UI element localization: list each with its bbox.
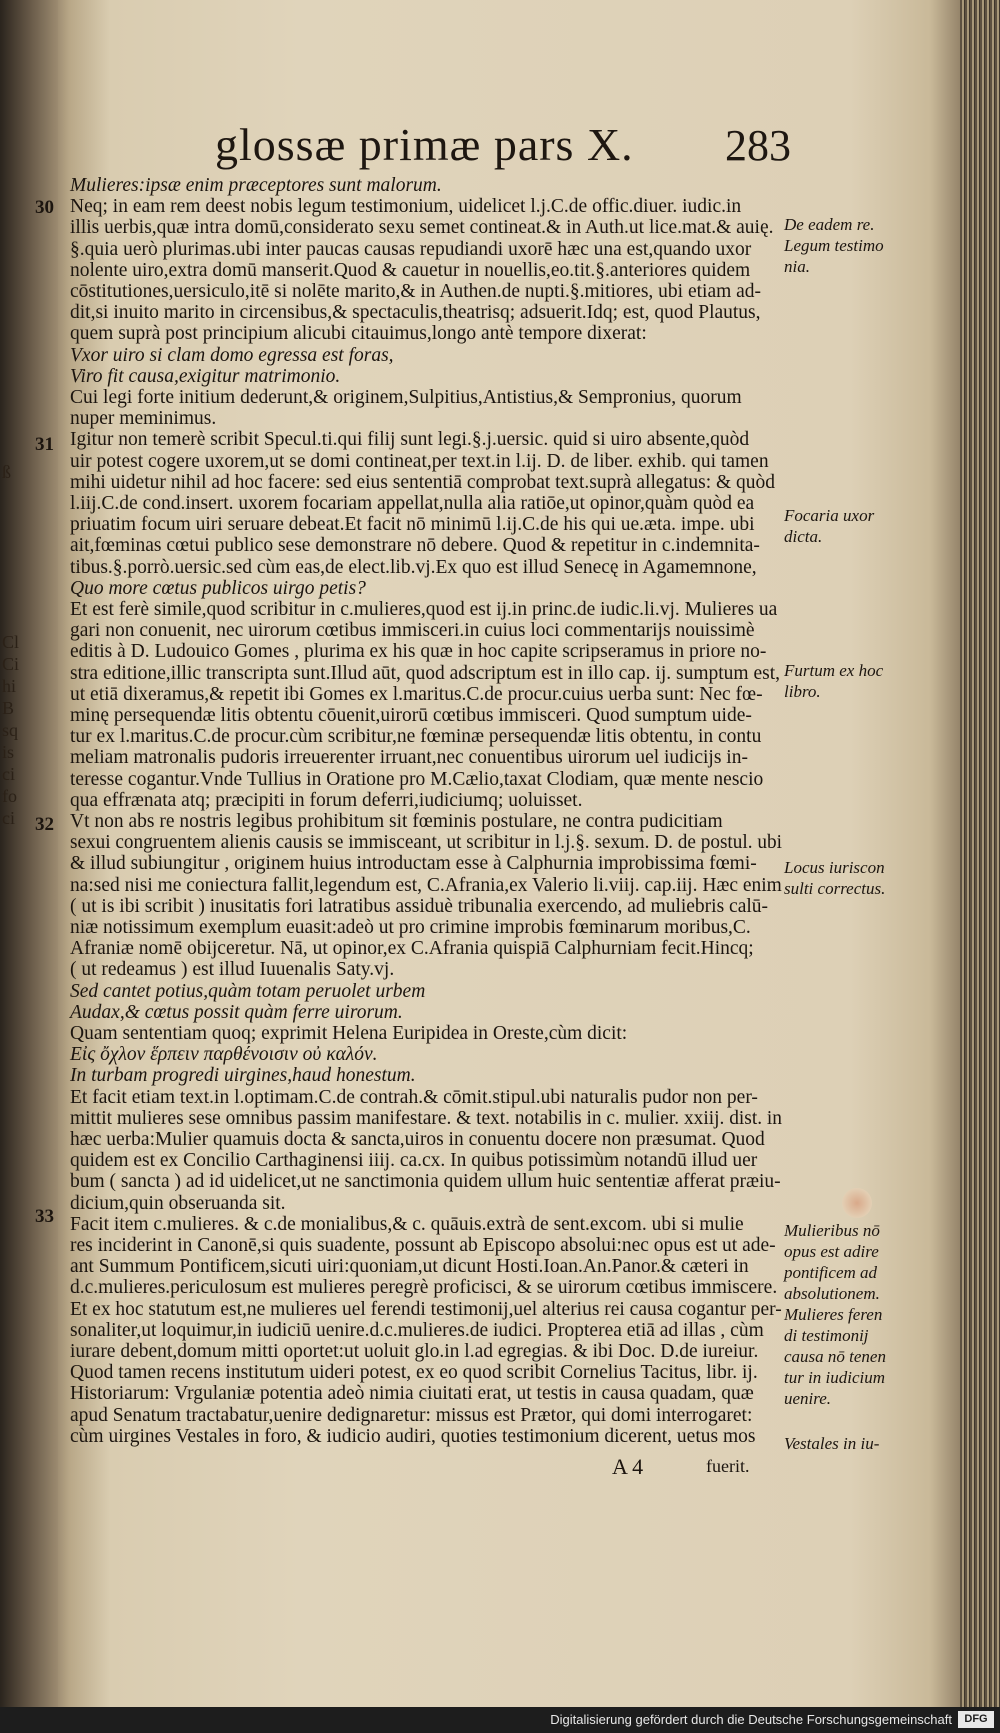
text-line: In turbam progredi uirgines,haud honestum. <box>70 1065 416 1087</box>
marginal-note-line: Mulieres feren <box>784 1305 883 1324</box>
text-line: l.iij.C.de cond.insert. uxorem focariam appellat,nulla alia ratiōe,ut opinor,quàm quòd ea <box>70 493 755 514</box>
left-margin-fragment: sq <box>2 720 19 740</box>
text-line: Afraniæ nomē obijceretur. Nā, ut opinor,ex C.Afrania quispiā Calphurniam fecit.Hincq; <box>70 938 754 960</box>
left-margin-fragment: ci <box>2 808 15 828</box>
marginal-note <box>784 1220 904 1409</box>
text-line: iurare debent,domum mitti oportet:ut uoluit glo.in l.ad egregias. & ibi Doc. D.de iureiur. <box>70 1341 759 1362</box>
text-line: quem suprà post principium alicubi citauimus,longo antè tempore dixerat: <box>70 323 647 345</box>
text-line: Historiarum: Vrgulaniæ potentia adeò nimia ciuitati erat, ut testis in causa quadam, quæ <box>70 1383 754 1405</box>
text-line: cùm uirgines Vestales in foro, & iudicio audiri, quoties testimonium dicerent, uetus mos <box>70 1425 756 1447</box>
text-line: teresse cogantur.Vnde Tullius in Oratione pro M.Cælio,taxat Clodiam, quæ mente nescio <box>70 768 764 790</box>
catchword: fuerit. <box>706 1456 750 1476</box>
text-line: cōstitutiones,uersiculo,itē si nolēte marito,& in Authen.de nupti.§.mitiores, ubi etiam ad- <box>70 281 762 302</box>
facing-page-edge <box>0 0 58 1733</box>
left-margin-fragment: Ci <box>2 654 20 674</box>
digitization-footer <box>0 1707 1000 1733</box>
text-line: Vxor uiro si clam domo egressa est foras, <box>70 344 394 366</box>
text-line: uir potest cogere uxorem,ut se domi contineat,per text.in l.ij. D. de liber. exhib. qui tamen <box>70 450 769 472</box>
marginal-note-line: sulti correctus. <box>784 879 886 898</box>
text-line: sonaliter,ut loquimur,in iudiciū uenire.d.c.mulieres.de iudici. Propterea etiā ad illas , cùm <box>70 1319 764 1341</box>
paper-stain <box>842 1188 872 1218</box>
section-number: 31 <box>35 434 54 455</box>
marginal-note <box>784 1433 904 1454</box>
text-line: quidem est ex Concilio Carthaginensi iiij. ca.cx. In quibus potissimùm notandū illud uer <box>70 1150 758 1172</box>
marginal-note-line: Furtum ex hoc <box>784 661 884 680</box>
text-line: qua effrænata atq; præcipiti in forum deferri,iudiciumq; uoluisset. <box>70 789 583 811</box>
text-line: Mulieres:ipsæ enim præceptores sunt malorum. <box>70 175 442 196</box>
footer-credit: Digitalisierung gefördert durch die Deutsche Forschungsgemeinschaft <box>550 1712 952 1727</box>
main-text <box>70 175 790 1475</box>
left-margin-fragment: fo <box>2 786 17 806</box>
text-line: tur ex l.maritus.C.de procur.cùm scribitur,ne fœminæ persequendæ litis obtentu, in contu <box>70 726 762 748</box>
marginal-note-line: De eadem re. <box>784 215 875 234</box>
text-line: ( ut is ibi scribit ) inusitatis fori latratibus assiduè tribunalia exercendo, ad muliebris calū- <box>70 895 769 917</box>
text-line: Et ex hoc statutum est,ne mulieres uel ferendi testimonij,uel alterius rei causa cogantur per- <box>70 1298 782 1320</box>
marginal-note-line: absolutionem. <box>784 1284 880 1303</box>
marginal-note <box>784 857 904 899</box>
marginal-note <box>784 660 904 702</box>
text-line: ut etiā dixeramus,& repetit ibi Gomes ex l.maritus.C.de procur.cuius uerba sunt: Nec fœ- <box>70 683 763 705</box>
signature-mark: A 4 <box>612 1454 644 1479</box>
text-line: nolente uiro,extra domū manserit.Quod & cauetur in nouellis,eo.tit.§.anteriores quidem <box>70 259 751 281</box>
text-line: Cui legi forte initium dederunt,& originem,Sulpitius,Antistius,& Sempronius, quorum <box>70 387 742 408</box>
marginal-note-line: Mulieribus nō <box>784 1221 880 1240</box>
dfg-logo: DFG <box>958 1711 994 1728</box>
text-line: Vt non abs re nostris legibus prohibitum sit fœminis postulare, ne contra pudicitiam <box>70 811 723 832</box>
text-line: gari non conuenit, nec uirorum cœtibus immisceri.in cuius loci commentarijs nouissimè <box>70 620 755 642</box>
left-margin-fragment: ß <box>2 462 11 482</box>
left-margin-fragment: Cl <box>2 632 20 652</box>
marginal-note-line: di testimonij <box>784 1326 869 1345</box>
marginal-note-line: causa nō tenen <box>784 1347 886 1366</box>
text-line: hæc uerba:Mulier quamuis docta & sancta,uiros in conuentu docere non præsumat. Quod <box>70 1129 765 1150</box>
text-line: Sed cantet potius,quàm totam peruolet urbem <box>70 980 426 1002</box>
marginal-note-line: dicta. <box>784 527 823 546</box>
text-line: ait,fœminas cœtui publico sese demonstrare nō debere. Quod & repetitur in c.indemnita- <box>70 535 760 557</box>
text-line: sexui congruentem alienis causis se immisceant, ut scribitur in l.j.§. sexum. D. de postul. ubi <box>70 832 782 854</box>
text-line: meliam matronalis pudoris irreuerenter irruant,nec conuentibus uirorum uel iudicijs in- <box>70 747 748 769</box>
text-line: apud Senatum tractabatur,uenire dedignaretur: missus est Prætor, qui domi interrogaret: <box>70 1404 753 1426</box>
page-number: 283 <box>725 121 791 170</box>
text-line: Igitur non temerè scribit Specul.ti.qui filij sunt legi.§.j.uersic. quid si uiro absente,quòd <box>70 429 750 451</box>
text-line: & illud subiungitur , originem huius introductam esse à Calphurnia improbissima fœmi- <box>70 853 757 875</box>
marginal-note <box>784 505 904 547</box>
section-number: 33 <box>35 1206 54 1227</box>
section-number: 30 <box>35 197 54 218</box>
marginal-note-line: Focaria uxor <box>784 506 875 525</box>
marginal-note-line: Locus iuriscon <box>784 858 885 877</box>
text-line: §.quia uerò plurimas.ubi inter paucas causas repudiandi uxorē hæc una est,quando uxor <box>70 238 752 260</box>
text-line: mihi uidetur nihil ad hoc facere: sed eius sententiā comprobat text.suprà allegatus: & quòd <box>70 471 776 493</box>
text-line: illis uerbis,quæ intra domū,considerato sexu semet contineat.& in Auth.ut lice.mat.& auię. <box>70 217 774 239</box>
section-number: 32 <box>35 814 54 835</box>
text-line: Quod tamen recens institutum uideri potest, ex eo quod scribit Cornelius Tacitus, libr. ij. <box>70 1362 758 1384</box>
text-line: minę persequendæ litis obtentu cōuenit,uirorū cœtibus immisceri. Quod sumptum uide- <box>70 705 752 726</box>
text-line: Quo more cœtus publicos uirgo petis? <box>70 577 366 599</box>
text-line: mittit mulieres sese omnibus passim manifestare. & text. notabilis in c. mulier. xxiij. dist. in <box>70 1107 782 1129</box>
text-line: priuatim focum uiri seruare debeat.Et facit nō minimū l.ij.C.de his qui ue.æta. impe. ubi <box>70 514 755 536</box>
text-line: tibus.§.porrò.uersic.sed cùm eas,de elect.lib.vj.Ex quo est illud Senecę in Agamemnone, <box>70 556 757 578</box>
marginal-note-line: uenire. <box>784 1389 832 1408</box>
text-line: Viro fit causa,exigitur matrimonio. <box>70 365 341 387</box>
text-line: bum ( sancta ) ad id uidelicet,ut ne sanctimonia quidem ullum huic sententiæ afferat præiu- <box>70 1171 781 1193</box>
left-margin-fragment: hi <box>2 676 17 696</box>
running-head: glossæ primæ pars X. <box>215 119 634 170</box>
text-line: na:sed nisi me coniectura fallit,legendum est, C.Afrania,ex Valerio li.viij. cap.iij. Hæc enim <box>70 874 782 896</box>
text-line: ( ut redeamus ) est illud Iuuenalis Saty.vj. <box>70 959 395 981</box>
page-edges <box>960 0 1000 1733</box>
marginal-note-line: tur in iudicium <box>784 1368 886 1387</box>
left-margin-fragment: is <box>2 742 15 762</box>
text-line: Neq; in eam rem deest nobis legum testimonium, uidelicet l.j.C.de offic.diuer. iudic.in <box>70 196 742 218</box>
left-margin-fragment: ci <box>2 764 15 784</box>
text-line: dit,si inuito marito in circensibus,& spectaculis,theatrisq; adsuerit.Idq; est, quod Plautus, <box>70 302 761 324</box>
left-margin-fragment: B <box>2 698 15 718</box>
text-line: d.c.mulieres.periculosum est mulieres peregrè proficisci, & se uirorum cœtibus immiscere. <box>70 1277 778 1299</box>
text-line: Et est ferè simile,quod scribitur in c.mulieres,quod est ij.in princ.de iudic.li.vj. Mulieres ua <box>70 599 778 620</box>
marginal-note-line: libro. <box>784 682 821 701</box>
text-line: Audax,& cœtus possit quàm ferre uirorum. <box>70 1001 403 1023</box>
text-line: nuper meminimus. <box>70 408 217 430</box>
marginal-note-line: nia. <box>784 257 810 276</box>
marginal-note-line: pontificem ad <box>784 1263 878 1282</box>
text-line: Quam sententiam quoq; exprimit Helena Euripidea in Oreste,cùm dicit: <box>70 1023 628 1044</box>
marginal-note-line: opus est adire <box>784 1242 879 1261</box>
text-line: Εἰς ὄχλον ἕρπειν παρθένοισιν οὐ καλόν. <box>70 1044 378 1066</box>
text-line: editis à D. Ludouico Gomes , plurima ex his quæ in hoc capite scripseramus in priore no- <box>70 641 767 663</box>
marginal-note-line: Vestales in iu- <box>784 1434 880 1453</box>
marginal-note-line: Legum testimo <box>784 236 884 255</box>
text-line: dicium,quin obseruanda sit. <box>70 1192 286 1214</box>
text-line: res inciderint in Canonē,si quis suadente, possunt ab Episcopo absolui:nec opus est ut ade- <box>70 1235 776 1256</box>
text-line: Et facit etiam text.in l.optimam.C.de contrah.& cōmit.stipul.ubi naturalis pudor non per- <box>70 1086 758 1108</box>
text-line: niæ notissimum exemplum euasit:adeò ut pro crimine improbis fœminarum moribus,C. <box>70 917 751 938</box>
text-line: ant Summum Pontificem,sicuti uiri:quoniam,ut dicunt Hosti.Ioan.An.Panor.& cæteri in <box>70 1256 749 1278</box>
text-line: Facit item c.mulieres. & c.de monialibus,& c. quāuis.extrà de sent.excom. ubi si mulie <box>70 1213 744 1235</box>
text-line: stra editione,illic transcripta sunt.Illud aūt, quod adscriptum est in illo cap. ij. sumptum est, <box>70 662 780 684</box>
marginal-note <box>784 214 904 277</box>
